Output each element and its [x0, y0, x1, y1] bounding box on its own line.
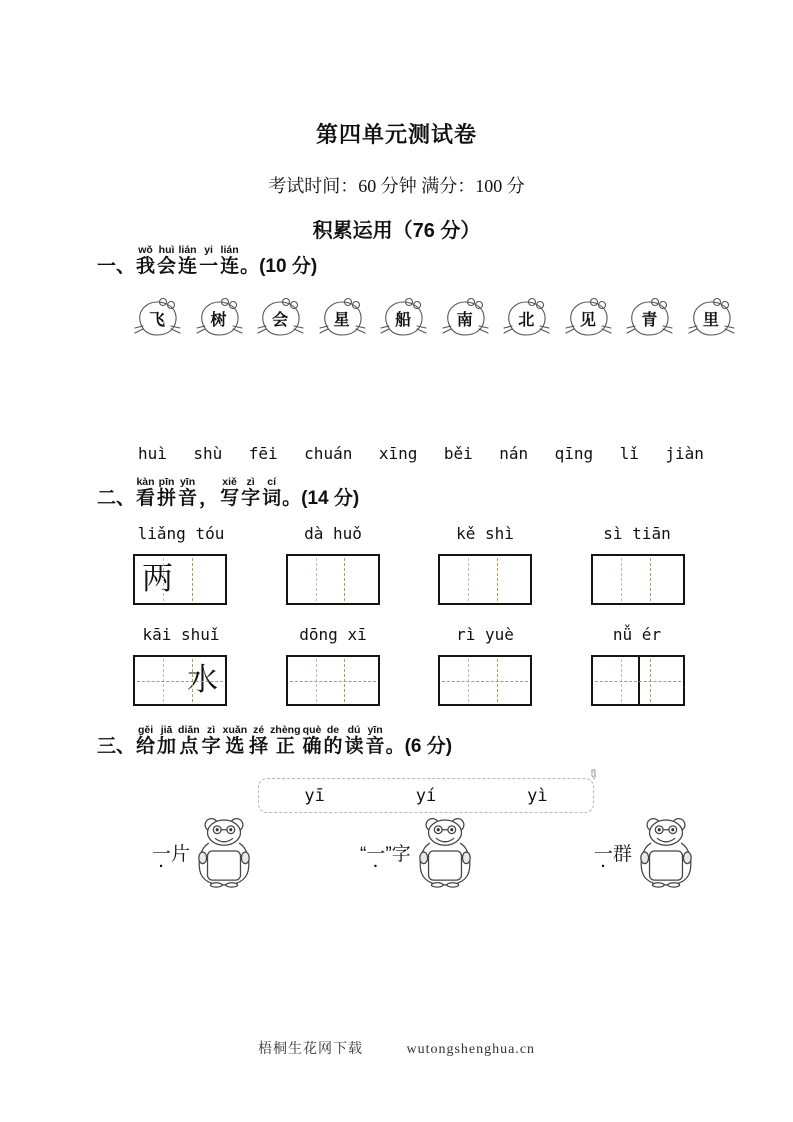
- answer-character: [638, 657, 683, 704]
- pinyin-option: jiàn: [665, 444, 704, 463]
- item-suffix: ”字: [385, 843, 411, 865]
- heading-char: 写xiě: [220, 476, 240, 509]
- page-footer: [0, 1038, 793, 1058]
- heading-char: 连lián: [220, 244, 240, 277]
- bubble-character: 星: [333, 312, 350, 329]
- character-bubbles-row: [133, 296, 737, 340]
- heading-char: 择zé: [249, 724, 269, 757]
- answer-character: [135, 657, 180, 704]
- pinyin-options-row: [138, 444, 704, 463]
- heading-char: 选xuǎn: [222, 724, 248, 757]
- pinyin-word-row: [133, 524, 685, 548]
- answer-character: [180, 556, 225, 603]
- page-title: 第四单元测试卷: [315, 122, 477, 147]
- writing-box: [286, 655, 380, 706]
- pinyin-word-row: [133, 625, 685, 649]
- writing-grid: [133, 524, 685, 726]
- guide-line: [163, 659, 164, 702]
- pinyin-word: dà huǒ: [304, 524, 362, 543]
- guide-line: [192, 659, 193, 702]
- answer-character: [440, 657, 485, 704]
- dotted-char-item: [594, 816, 697, 888]
- exam-info: 考试时间：60 分钟 满分：100 分: [268, 176, 525, 196]
- bubble-character: 会: [272, 312, 289, 329]
- pinyin-option: shù: [193, 444, 223, 463]
- pinyin-option: huì: [138, 444, 167, 463]
- answer-character: 水: [187, 662, 218, 698]
- character-bubble: [133, 296, 183, 340]
- guide-line: [497, 659, 498, 702]
- heading-char: 给gěi: [136, 724, 156, 757]
- character-bubble: [379, 296, 429, 340]
- guide-line: [316, 558, 317, 601]
- answer-character: 两: [142, 561, 173, 597]
- section-banner: 积累运用（76 分）: [312, 220, 481, 242]
- panda-icon: [635, 816, 697, 888]
- pinyin-option: xīng: [378, 444, 418, 463]
- dotted-character: 一: [366, 843, 386, 865]
- heading-char: ，: [199, 488, 219, 509]
- pronunciation-options-box: [258, 763, 604, 813]
- heading-char: 音yīn: [365, 724, 385, 757]
- footer-site-name: 梧桐生花网下载: [257, 1042, 363, 1057]
- guide-line: [650, 659, 651, 702]
- guide-line: [468, 558, 469, 601]
- character-bubble: [256, 296, 306, 340]
- answer-character: [485, 657, 530, 704]
- pronunciation-option: yī: [304, 785, 325, 806]
- guide-line: [621, 659, 622, 702]
- heading-char: 的de: [323, 724, 343, 757]
- heading-char: 字zì: [201, 724, 221, 757]
- heading-char: 拼pīn: [157, 476, 177, 509]
- question-2-heading: [97, 476, 359, 510]
- question-score: 。(14 分): [282, 488, 360, 509]
- pinyin-word: dōng xī: [299, 625, 367, 644]
- pinyin-option: nán: [499, 444, 529, 463]
- panda-icon: [193, 816, 255, 888]
- writing-box: [591, 554, 685, 605]
- answer-character: [333, 556, 378, 603]
- bubble-character: 飞: [148, 312, 165, 329]
- answer-character: [593, 657, 638, 704]
- item-suffix: 群: [613, 843, 633, 865]
- writing-box: [133, 554, 227, 605]
- heading-char: 一yi: [199, 244, 219, 277]
- bubble-character: 见: [579, 312, 596, 329]
- heading-char: 读dú: [344, 724, 364, 757]
- guide-line: [163, 558, 164, 601]
- heading-char: 词cí: [262, 476, 282, 509]
- answer-character: [440, 556, 485, 603]
- answer-character: [593, 556, 638, 603]
- character-bubble: [441, 296, 491, 340]
- heading-char: 我wǒ: [136, 244, 156, 277]
- item-text: [360, 839, 411, 866]
- dotted-character: 一: [152, 843, 172, 865]
- answer-character: [288, 556, 333, 603]
- pinyin-word: sì tiān: [603, 524, 671, 543]
- question-score: 。(6 分): [385, 736, 453, 757]
- heading-char: 加jiā: [157, 724, 177, 757]
- character-bubble: [564, 296, 614, 340]
- heading-char: 音yīn: [178, 476, 198, 509]
- guide-line: [344, 558, 345, 601]
- pinyin-option: chuán: [304, 444, 353, 463]
- pronunciation-option: yí: [415, 785, 437, 806]
- question-number: 三、: [97, 736, 136, 757]
- question-3-heading: [97, 724, 452, 758]
- panda-icon: [414, 816, 476, 888]
- heading-char: 看kàn: [136, 476, 156, 509]
- guide-line: [344, 659, 345, 702]
- heading-char: 字zì: [241, 476, 261, 509]
- writing-box: [286, 554, 380, 605]
- footer-site-url: wutongshenghua.cn: [406, 1042, 536, 1057]
- writing-box: [438, 554, 532, 605]
- bubble-character: 北: [518, 312, 535, 329]
- pinyin-option: qīng: [554, 444, 594, 463]
- guide-line: [192, 558, 193, 601]
- item-prefix: “: [360, 843, 367, 865]
- character-bubble: [318, 296, 368, 340]
- pinyin-word: nǚ ér: [612, 625, 662, 644]
- dotted-char-item: [360, 816, 476, 888]
- guide-line: [316, 659, 317, 702]
- item-text: [152, 839, 190, 866]
- question-number: 二、: [97, 488, 136, 509]
- writing-box-row: [133, 554, 685, 605]
- heading-char: 确què: [302, 724, 322, 757]
- answer-character: [485, 556, 530, 603]
- heading-char: 点diǎn: [178, 724, 200, 757]
- dotted-character: 一: [594, 843, 614, 865]
- pen-icon: ✎: [584, 763, 604, 784]
- question-score: 。(10 分): [240, 256, 318, 277]
- pinyin-option: běi: [443, 444, 473, 463]
- answer-character: [288, 657, 333, 704]
- guide-line: [468, 659, 469, 702]
- writing-box: [438, 655, 532, 706]
- pinyin-word: kāi shuǐ: [142, 625, 220, 644]
- bubble-character: 树: [210, 312, 227, 329]
- writing-box-row: [133, 655, 685, 706]
- bubble-character: 里: [702, 312, 719, 329]
- character-bubble: [687, 296, 737, 340]
- bubble-character: 南: [456, 312, 473, 329]
- bubble-character: 青: [641, 312, 658, 329]
- answer-character: [638, 556, 683, 603]
- character-bubble: [625, 296, 675, 340]
- heading-char: 会huì: [157, 244, 177, 277]
- pinyin-word: rì yuè: [456, 625, 514, 644]
- bubble-character: 船: [395, 312, 412, 329]
- answer-character: [333, 657, 378, 704]
- item-suffix: 片: [171, 843, 191, 865]
- pronunciation-option: yì: [527, 785, 548, 806]
- dotted-char-items-row: [0, 816, 793, 911]
- dotted-char-item: [152, 816, 255, 888]
- heading-char: 正zhèng: [270, 724, 301, 757]
- guide-line: [497, 558, 498, 601]
- item-text: [594, 839, 632, 866]
- question-number: 一、: [97, 256, 136, 277]
- guide-line: [621, 558, 622, 601]
- character-bubble: [195, 296, 245, 340]
- pinyin-word: kě shì: [456, 524, 514, 543]
- character-bubble: [502, 296, 552, 340]
- pinyin-option: fēi: [248, 444, 278, 463]
- writing-box: [133, 655, 227, 706]
- pinyin-option: lǐ: [619, 444, 639, 463]
- heading-char: 连lián: [178, 244, 198, 277]
- guide-line: [650, 558, 651, 601]
- pinyin-word: liǎng tóu: [137, 524, 225, 543]
- question-1-heading: [97, 244, 317, 278]
- writing-box: [591, 655, 685, 706]
